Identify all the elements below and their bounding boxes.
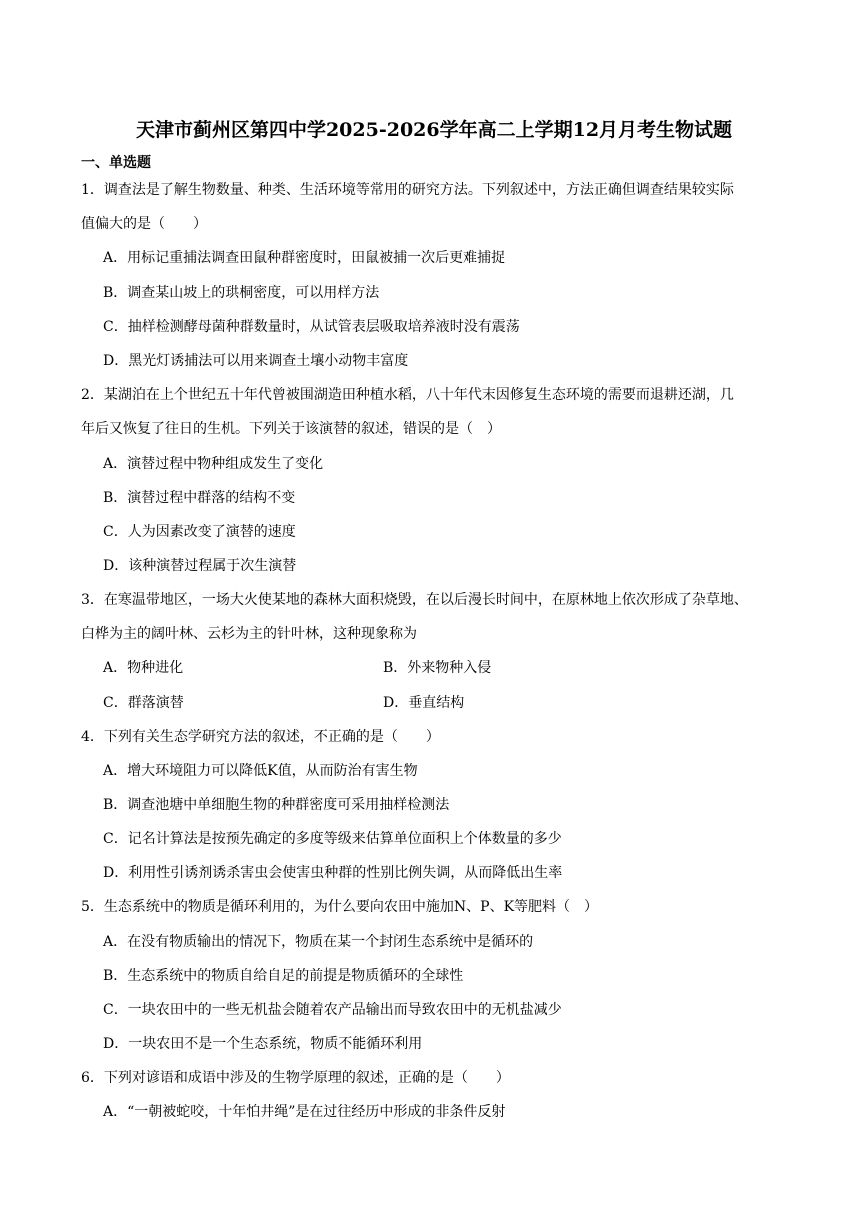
question-2-option-c: C．人为因素改变了演替的速度 xyxy=(103,524,296,540)
question-3-option-c: C．群落演替 xyxy=(103,695,184,711)
question-1-option-d: D．黑光灯诱捕法可以用来调查土壤小动物丰富度 xyxy=(103,353,409,369)
question-6-option-a: A．“一朝被蛇咬，十年怕井绳”是在过往经历中形成的非条件反射 xyxy=(103,1104,506,1120)
question-4-option-d: D．利用性引诱剂诱杀害虫会使害虫种群的性别比例失调，从而降低出生率 xyxy=(103,865,563,881)
page-title: 天津市蓟州区第四中学2025-2026学年高二上学期12月月考生物试题 xyxy=(135,119,733,141)
question-3-option-a: A．物种进化 xyxy=(103,660,184,676)
question-3-option-d: D．垂直结构 xyxy=(383,695,465,711)
question-5-stem-line-1: 5．生态系统中的物质是循环利用的，为什么要向农田中施加N、P、K等肥料（ ） xyxy=(81,899,599,915)
question-1-stem-line-2: 值偏大的是（ ） xyxy=(81,216,207,232)
question-4-option-a: A．增大环境阻力可以降低K值，从而防治有害生物 xyxy=(103,763,418,779)
question-1-option-c: C．抽样检测酵母菌种群数量时，从试管表层吸取培养液时没有震荡 xyxy=(103,319,520,335)
question-4-option-c: C．记名计算法是按预先确定的多度等级来估算单位面积上个体数量的多少 xyxy=(103,831,562,847)
question-1-option-a: A．用标记重捕法调查田鼠种群密度时，田鼠被捕一次后更难捕捉 xyxy=(103,250,506,266)
question-6-stem-line-1: 6．下列对谚语和成语中涉及的生物学原理的叙述，正确的是（ ） xyxy=(81,1070,510,1086)
question-2-stem-line-2: 年后又恢复了往日的生机。下列关于该演替的叙述，错误的是（ ） xyxy=(81,421,501,437)
question-2-option-b: B．演替过程中群落的结构不变 xyxy=(103,490,296,506)
question-3-stem-line-2: 白桦为主的阔叶林、云杉为主的针叶林，这种现象称为 xyxy=(81,626,417,642)
question-1-option-b: B．调查某山坡上的珙桐密度，可以用样方法 xyxy=(103,285,380,301)
question-3-option-b: B．外来物种入侵 xyxy=(383,660,492,676)
question-5-option-b: B．生态系统中的物质自给自足的前提是物质循环的全球性 xyxy=(103,968,464,984)
question-2-option-a: A．演替过程中物种组成发生了变化 xyxy=(103,456,324,472)
question-5-option-c: C．一块农田中的一些无机盐会随着农产品输出而导致农田中的无机盐减少 xyxy=(103,1002,562,1018)
question-3-stem-line-1: 3．在寒温带地区，一场大火使某地的森林大面积烧毁，在以后漫长时间中，在原林地上依次形成了杂草地、 xyxy=(81,592,748,608)
question-1-stem-line-1: 1．调查法是了解生物数量、种类、生活环境等常用的研究方法。下列叙述中，方法正确但调查结果较实际 xyxy=(81,182,734,198)
question-5-option-a: A．在没有物质输出的情况下，物质在某一个封闭生态系统中是循环的 xyxy=(103,934,534,950)
question-4-stem-line-1: 4．下列有关生态学研究方法的叙述，不正确的是（ ） xyxy=(81,729,440,745)
question-5-option-d: D．一块农田不是一个生态系统，物质不能循环利用 xyxy=(103,1036,423,1052)
question-2-option-d: D．该种演替过程属于次生演替 xyxy=(103,558,297,574)
question-4-option-b: B．调查池塘中单细胞生物的种群密度可采用抽样检测法 xyxy=(103,797,450,813)
question-2-stem-line-1: 2．某湖泊在上个世纪五十年代曾被围湖造田种植水稻，八十年代末因修复生态环境的需要而退耕还湖，几 xyxy=(81,387,734,403)
section-heading: 一、单选题 xyxy=(81,155,151,171)
